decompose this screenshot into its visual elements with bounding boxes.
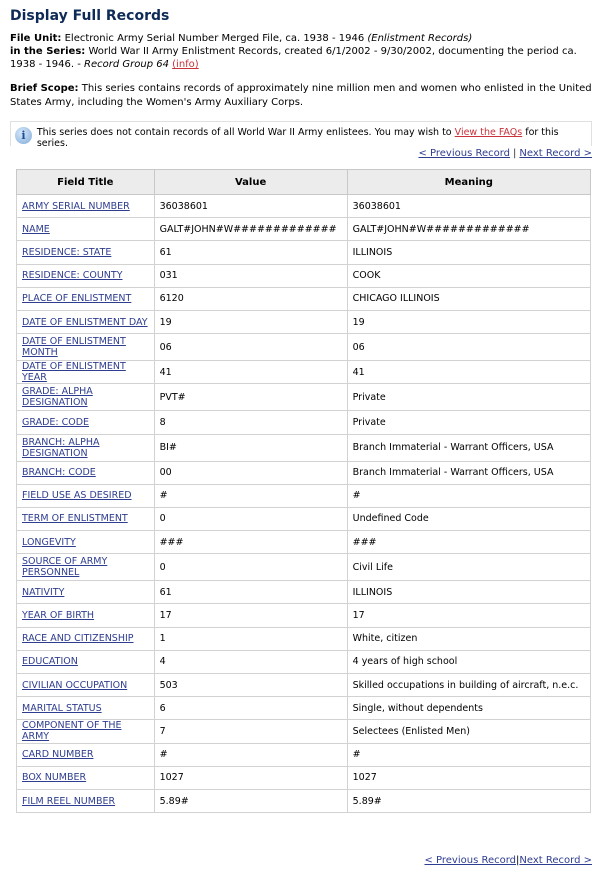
table-row: [17, 650, 591, 673]
meaning-cell: ILLINOIS: [347, 581, 590, 604]
field-title-link[interactable]: RACE AND CITIZENSHIP: [22, 633, 134, 645]
field-title-link[interactable]: GRADE: ALPHA DESIGNATION: [22, 386, 93, 409]
field-title-cell: [17, 484, 155, 507]
meaning-cell: 5.89#: [347, 789, 590, 812]
file-unit-label: File Unit:: [10, 33, 62, 44]
field-title-cell: [17, 195, 155, 218]
pager-separator-bottom: |: [516, 855, 520, 866]
notice-text-after: for this series.: [36, 127, 559, 149]
meaning-cell: Private: [347, 411, 590, 434]
field-title-link[interactable]: BRANCH: CODE: [22, 467, 96, 479]
file-unit-italic: (Enlistment Records): [367, 33, 473, 44]
meaning-cell: GALT#JOHN#W#############: [347, 218, 590, 241]
field-title-cell: [17, 461, 155, 484]
field-title-cell: [17, 743, 155, 766]
field-title-link[interactable]: DATE OF ENLISTMENT MONTH: [22, 336, 126, 359]
field-title-link[interactable]: FIELD USE AS DESIRED: [22, 490, 132, 502]
value-cell: GALT#JOHN#W#############: [154, 218, 347, 241]
field-title-cell: [17, 627, 155, 650]
notice-text: [37, 127, 587, 149]
value-cell: 41: [154, 361, 347, 384]
info-link[interactable]: (info): [172, 59, 199, 70]
value-cell: 61: [154, 581, 347, 604]
value-cell: 5.89#: [154, 789, 347, 812]
table-row: [17, 195, 591, 218]
meaning-cell: CHICAGO ILLINOIS: [347, 287, 590, 310]
field-title-link[interactable]: CIVILIAN OCCUPATION: [22, 679, 128, 691]
file-unit-value: Electronic Army Serial Number Merged File, ca. 1938 - 1946: [64, 33, 365, 44]
field-title-cell: [17, 310, 155, 333]
meaning-cell: Selectees (Enlisted Men): [347, 720, 590, 743]
table-row: [17, 531, 591, 554]
value-cell: 17: [154, 604, 347, 627]
table-row: [17, 461, 591, 484]
field-title-cell: [17, 554, 155, 581]
field-title-link[interactable]: RESIDENCE: STATE: [22, 246, 112, 258]
table-row: [17, 674, 591, 697]
field-title-cell: [17, 604, 155, 627]
value-cell: PVT#: [154, 384, 347, 411]
scope-text: This series contains records of approximately nine million men and women who enlisted in the United States Army, including the Women's Army Auxiliary Corps.: [10, 83, 592, 108]
field-title-link[interactable]: BRANCH: ALPHA DESIGNATION: [22, 436, 100, 459]
record-group: Record Group 64: [84, 59, 169, 70]
table-row: [17, 334, 591, 361]
meaning-cell: #: [347, 484, 590, 507]
pager-bottom: [424, 855, 592, 866]
meaning-cell: 19: [347, 310, 590, 333]
meaning-cell: COOK: [347, 264, 590, 287]
value-cell: 19: [154, 310, 347, 333]
meaning-cell: Undefined Code: [347, 507, 590, 530]
header-meaning: Meaning: [347, 170, 590, 195]
field-title-cell: [17, 241, 155, 264]
scope-label: Brief Scope:: [10, 83, 79, 94]
field-title-cell: [17, 218, 155, 241]
value-cell: ###: [154, 531, 347, 554]
table-row: [17, 218, 591, 241]
value-cell: 6120: [154, 287, 347, 310]
value-cell: 0: [154, 507, 347, 530]
field-title-link[interactable]: LONGEVITY: [22, 536, 76, 548]
record-meta: [10, 32, 592, 71]
brief-scope: [10, 82, 592, 110]
view-faqs-link[interactable]: View the FAQs: [454, 127, 523, 138]
table-row: [17, 264, 591, 287]
meaning-cell: Single, without dependents: [347, 697, 590, 720]
value-cell: 6: [154, 697, 347, 720]
field-title-cell: [17, 507, 155, 530]
field-title-cell: [17, 411, 155, 434]
next-record-link[interactable]: Next Record >: [519, 148, 592, 159]
field-title-link[interactable]: YEAR OF BIRTH: [22, 610, 95, 622]
field-title-link[interactable]: SOURCE OF ARMY PERSONNEL: [22, 556, 108, 579]
table-row: [17, 743, 591, 766]
value-cell: 8: [154, 411, 347, 434]
table-row: [17, 241, 591, 264]
table-row: [17, 310, 591, 333]
field-title-cell: [17, 766, 155, 789]
meaning-cell: 1027: [347, 766, 590, 789]
field-title-cell: [17, 264, 155, 287]
table-row: [17, 697, 591, 720]
table-row: [17, 507, 591, 530]
field-title-cell: [17, 581, 155, 604]
field-title-cell: [17, 384, 155, 411]
series-value: World War II Army Enlistment Records, created 6/1/2002 - 9/30/2002, documenting the period ca. 1938 - 1946. -: [10, 46, 577, 70]
meaning-cell: Civil Life: [347, 554, 590, 581]
field-title-cell: [17, 697, 155, 720]
meaning-cell: 41: [347, 361, 590, 384]
value-cell: 61: [154, 241, 347, 264]
value-cell: 06: [154, 334, 347, 361]
series-label: in the Series:: [10, 46, 86, 57]
header-value: Value: [154, 170, 347, 195]
value-cell: 00: [154, 461, 347, 484]
meaning-cell: #: [347, 743, 590, 766]
table-row: [17, 554, 591, 581]
header-field-title: Field Title: [17, 170, 155, 195]
field-title-link[interactable]: MARITAL STATUS: [22, 702, 102, 714]
value-cell: BI#: [154, 434, 347, 461]
field-title-cell: [17, 674, 155, 697]
meaning-cell: ILLINOIS: [347, 241, 590, 264]
records-table-body: [17, 195, 591, 813]
table-row: [17, 434, 591, 461]
field-title-cell: [17, 720, 155, 743]
field-title-cell: [17, 531, 155, 554]
field-title-cell: [17, 334, 155, 361]
value-cell: 031: [154, 264, 347, 287]
field-title-link[interactable]: DATE OF ENLISTMENT DAY: [22, 316, 148, 328]
value-cell: 503: [154, 674, 347, 697]
field-title-link[interactable]: ARMY SERIAL NUMBER: [22, 200, 130, 212]
meaning-cell: 36038601: [347, 195, 590, 218]
value-cell: 4: [154, 650, 347, 673]
value-cell: 0: [154, 554, 347, 581]
file-unit-line: [10, 32, 592, 45]
field-title-link[interactable]: EDUCATION: [22, 656, 78, 668]
meaning-cell: 4 years of high school: [347, 650, 590, 673]
field-title-cell: [17, 434, 155, 461]
table-row: [17, 766, 591, 789]
meaning-cell: Skilled occupations in building of aircraft, n.e.c.: [347, 674, 590, 697]
pager-top: [10, 148, 592, 159]
notice-text-before: This series does not contain records of all World War II Army enlistees. You may wish to: [36, 127, 452, 138]
meaning-cell: Branch Immaterial - Warrant Officers, USA: [347, 461, 590, 484]
table-row: [17, 287, 591, 310]
meaning-cell: 06: [347, 334, 590, 361]
field-title-cell: [17, 650, 155, 673]
table-row: [17, 411, 591, 434]
value-cell: 1: [154, 627, 347, 650]
meaning-cell: Private: [347, 384, 590, 411]
field-title-cell: [17, 287, 155, 310]
value-cell: #: [154, 743, 347, 766]
field-title-link[interactable]: TERM OF ENLISTMENT: [22, 513, 128, 525]
table-row: [17, 720, 591, 743]
field-title-link[interactable]: NAME: [22, 223, 50, 235]
meaning-cell: White, citizen: [347, 627, 590, 650]
previous-record-link-bottom[interactable]: < Previous Record: [424, 855, 517, 866]
table-row: [17, 361, 591, 384]
info-icon: i: [15, 127, 32, 144]
table-row: [17, 604, 591, 627]
previous-record-link[interactable]: < Previous Record: [418, 148, 511, 159]
value-cell: #: [154, 484, 347, 507]
field-title-link[interactable]: BOX NUMBER: [22, 772, 87, 784]
meaning-cell: Branch Immaterial - Warrant Officers, USA: [347, 434, 590, 461]
field-title-link[interactable]: PLACE OF ENLISTMENT: [22, 293, 132, 305]
field-title-cell: [17, 789, 155, 812]
table-row: [17, 581, 591, 604]
field-title-link[interactable]: GRADE: CODE: [22, 416, 90, 428]
series-notice: [10, 121, 592, 149]
field-title-link[interactable]: FILM REEL NUMBER: [22, 795, 116, 807]
field-title-link[interactable]: RESIDENCE: COUNTY: [22, 270, 123, 282]
table-header-row: [17, 170, 591, 195]
table-row: [17, 789, 591, 812]
field-title-link[interactable]: CARD NUMBER: [22, 749, 94, 761]
table-row: [17, 627, 591, 650]
next-record-link-bottom[interactable]: Next Record >: [519, 855, 592, 866]
page-title: Display Full Records: [10, 8, 170, 24]
records-table: [16, 169, 591, 813]
table-row: [17, 484, 591, 507]
value-cell: 1027: [154, 766, 347, 789]
pager-separator: |: [513, 148, 517, 159]
meaning-cell: ###: [347, 531, 590, 554]
series-line: [10, 45, 592, 71]
field-title-cell: [17, 361, 155, 384]
value-cell: 7: [154, 720, 347, 743]
meaning-cell: 17: [347, 604, 590, 627]
value-cell: 36038601: [154, 195, 347, 218]
table-row: [17, 384, 591, 411]
field-title-link[interactable]: COMPONENT OF THE ARMY: [22, 720, 122, 743]
field-title-link[interactable]: DATE OF ENLISTMENT YEAR: [22, 361, 126, 384]
field-title-link[interactable]: NATIVITY: [22, 586, 65, 598]
